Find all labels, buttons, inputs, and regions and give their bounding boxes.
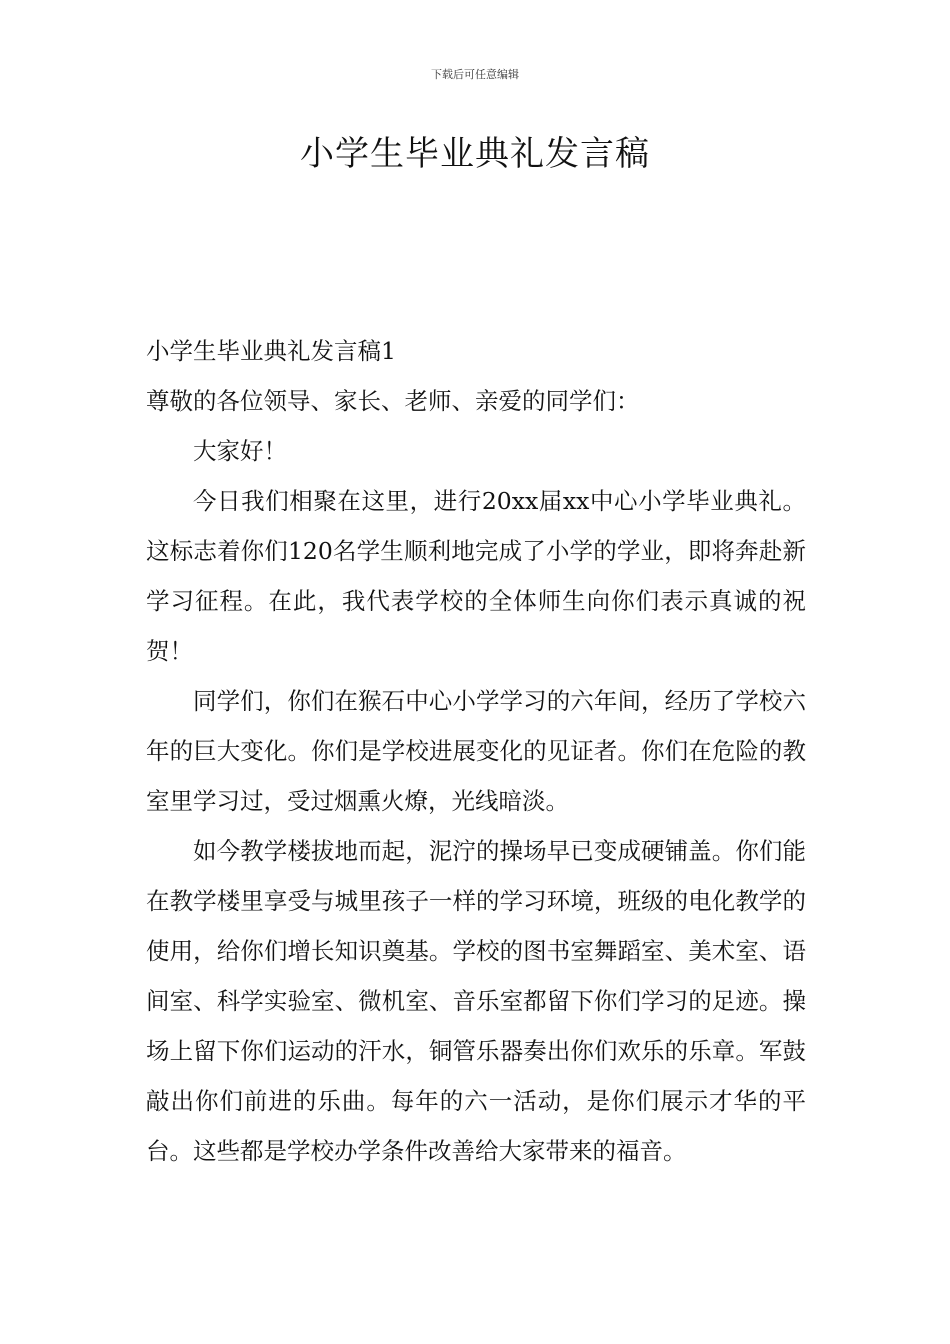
paragraph-ceremony: 今日我们相聚在这里，进行20xx届xx中心小学毕业典礼。这标志着你们120名学生顺利地完成了小学的学业，即将奔赴新学习征程。在此，我代表学校的全体师生向你们表示真诚的祝贺！ (146, 487, 806, 665)
document-title: 小学生毕业典礼发言稿 (300, 134, 650, 174)
paragraph-greeting: 大家好！ (193, 437, 287, 465)
paragraph-six-years: 同学们，你们在猴石中心小学学习的六年间，经历了学校六年的巨大变化。你们是学校进展变化的见证者。你们在危险的教室里学习过，受过烟熏火燎，光线暗淡。 (146, 687, 806, 815)
paragraph-new-building: 如今教学楼拔地而起，泥泞的操场早已变成硬铺盖。你们能在教学楼里享受与城里孩子一样的学习环境，班级的电化教学的使用，给你们增长知识奠基。学校的图书室舞蹈室、美术室、语间室、科学实验室、微机室、音乐室都留下你们学习的足迹。操场上留下你们运动的汗水，铜管乐器奏出你们欢乐的乐章。军鼓敲出你们前进的乐曲。每年的六一活动，是你们展示才华的平台。这些都是学校办学条件改善给大家带来的福音。 (146, 837, 806, 1165)
document-body (146, 326, 806, 1176)
salutation: 尊敬的各位领导、家长、老师、亲爱的同学们： (146, 387, 640, 415)
section-heading: 小学生毕业典礼发言稿1 (146, 337, 396, 365)
header-note: 下载后可任意编辑 (431, 68, 519, 81)
